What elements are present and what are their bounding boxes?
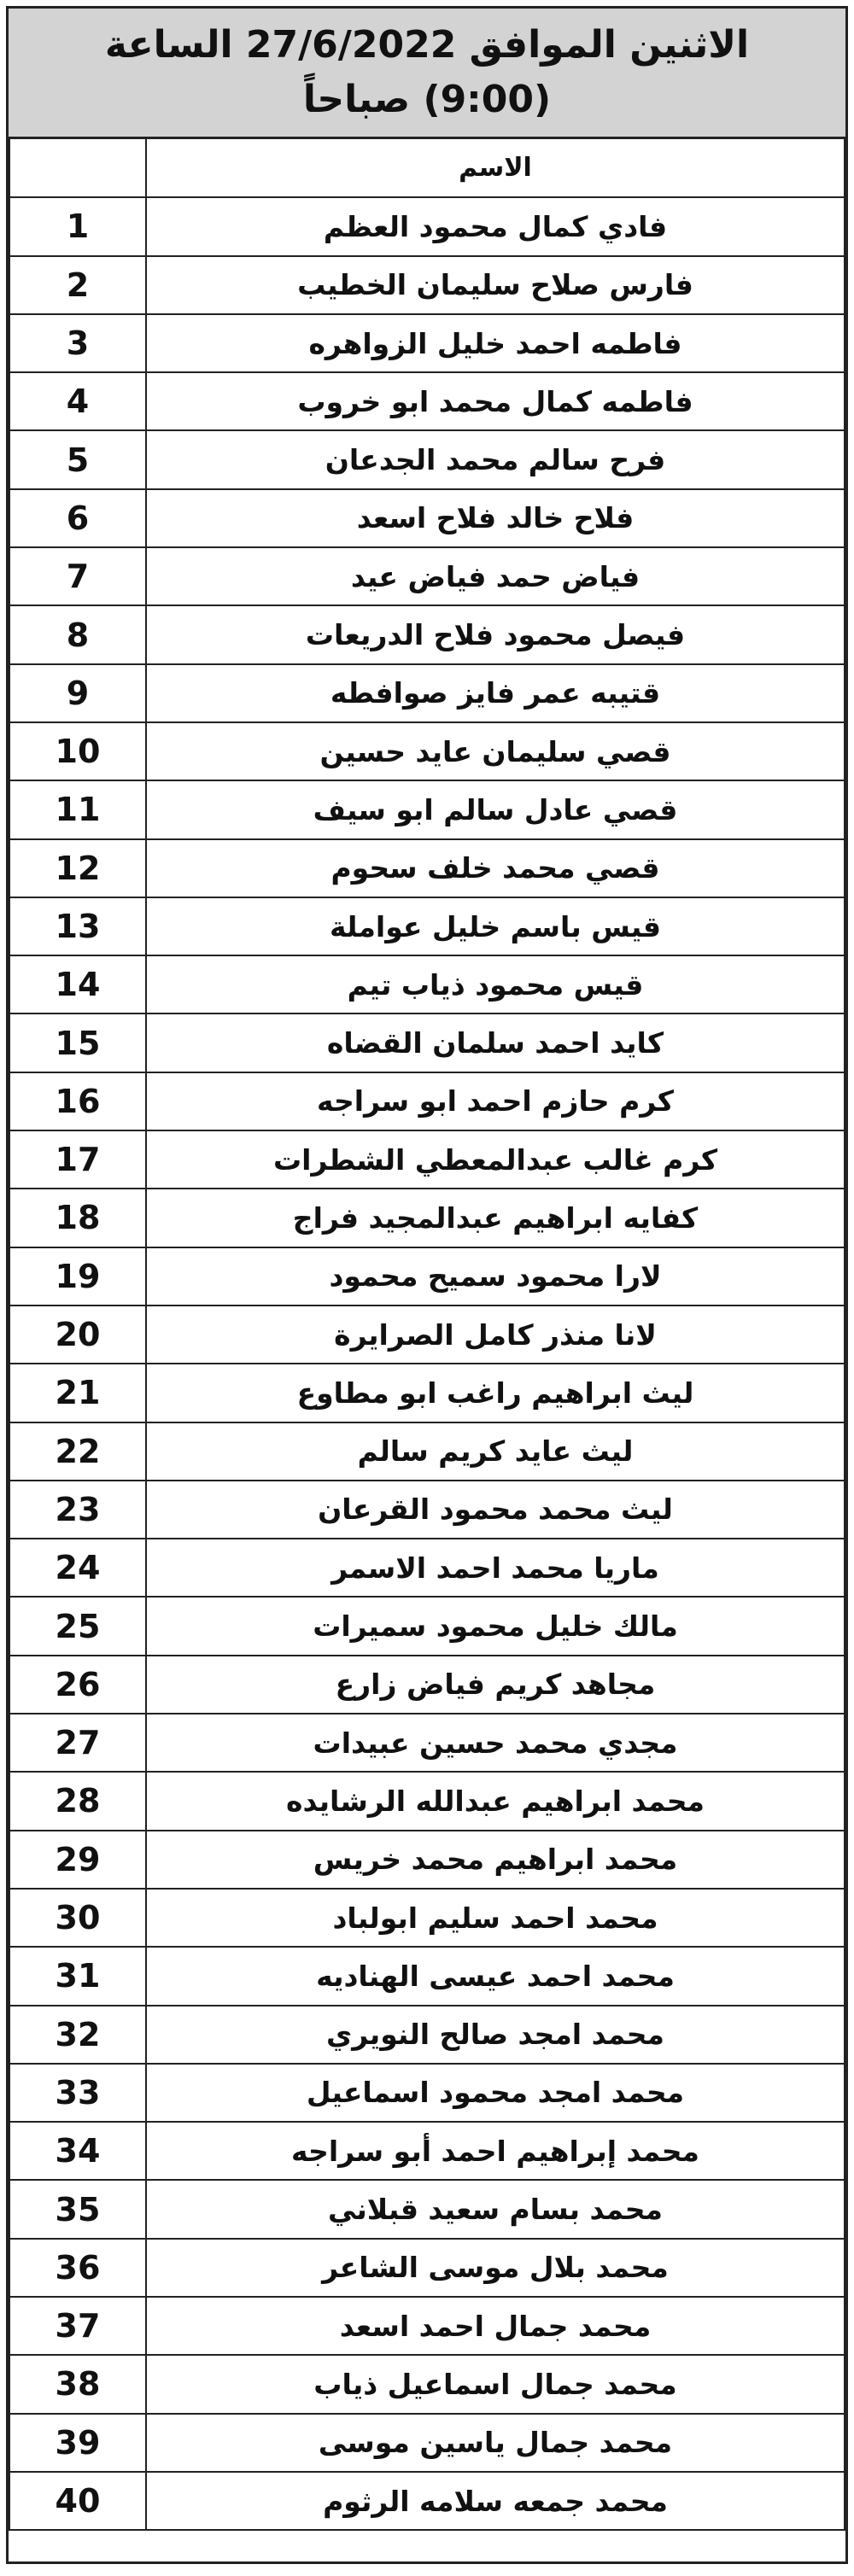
table-row xyxy=(9,2472,845,2530)
row-number-cell: 9 xyxy=(9,664,146,722)
student-name-cell: محمد إبراهيم احمد أبو سراجه xyxy=(146,2122,845,2180)
row-number-cell: 18 xyxy=(9,1189,146,1247)
row-number-cell: 17 xyxy=(9,1130,146,1189)
student-name-cell: فاطمه كمال محمد ابو خروب xyxy=(146,372,845,430)
student-name-cell: محمد ابراهيم محمد خريس xyxy=(146,1831,845,1889)
table-row xyxy=(9,1656,845,1714)
student-name-cell: كفايه ابراهيم عبدالمجيد فراج xyxy=(146,1189,845,1247)
student-name-cell: فرح سالم محمد الجدعان xyxy=(146,430,845,488)
row-number-cell: 34 xyxy=(9,2122,146,2180)
table-row xyxy=(9,2297,845,2355)
row-number-cell: 2 xyxy=(9,256,146,314)
row-number-cell: 25 xyxy=(9,1597,146,1655)
table-row xyxy=(9,2355,845,2413)
table-row xyxy=(9,1364,845,1422)
row-number-cell: 6 xyxy=(9,489,146,547)
student-name-cell: كرم غالب عبدالمعطي الشطرات xyxy=(146,1130,845,1189)
table-row xyxy=(9,1772,845,1830)
table-row xyxy=(9,547,845,605)
row-number-cell: 4 xyxy=(9,372,146,430)
student-name-cell: لانا منذر كامل الصرايرة xyxy=(146,1306,845,1364)
table-row xyxy=(9,2122,845,2180)
row-number-cell: 10 xyxy=(9,722,146,780)
row-number-cell: 35 xyxy=(9,2180,146,2238)
table-row xyxy=(9,1597,845,1655)
table-row xyxy=(9,605,845,663)
row-number-cell: 29 xyxy=(9,1831,146,1889)
row-number-cell: 20 xyxy=(9,1306,146,1364)
roster-sheet xyxy=(6,6,848,2564)
table-row xyxy=(9,1947,845,2005)
table-row xyxy=(9,664,845,722)
student-name-cell: قيس باسم خليل عواملة xyxy=(146,897,845,955)
names-table xyxy=(9,139,845,2531)
student-name-cell: مجاهد كريم فياض زارع xyxy=(146,1656,845,1714)
table-row xyxy=(9,897,845,955)
row-number-cell: 5 xyxy=(9,430,146,488)
row-number-cell: 16 xyxy=(9,1072,146,1130)
row-number-cell: 38 xyxy=(9,2355,146,2413)
header-date-line: الاثنين الموافق 27/6/2022 الساعة xyxy=(104,23,750,67)
table-body xyxy=(9,197,845,2530)
name-column-header: الاسم xyxy=(146,139,845,197)
student-name-cell: فلاح خالد فلاح اسعد xyxy=(146,489,845,547)
table-row xyxy=(9,1247,845,1306)
row-number-cell: 14 xyxy=(9,955,146,1013)
student-name-cell: قصي عادل سالم ابو سيف xyxy=(146,780,845,838)
row-number-cell: 1 xyxy=(9,197,146,255)
row-number-cell: 3 xyxy=(9,314,146,372)
table-row xyxy=(9,955,845,1013)
row-number-cell: 36 xyxy=(9,2239,146,2297)
header-time-line: (9:00) صباحاً xyxy=(302,78,552,121)
student-name-cell: محمد جمعه سلامه الرثوم xyxy=(146,2472,845,2530)
sheet-header xyxy=(9,9,845,139)
row-number-cell: 15 xyxy=(9,1013,146,1072)
student-name-cell: فارس صلاح سليمان الخطيب xyxy=(146,256,845,314)
student-name-cell: محمد احمد سليم ابولباد xyxy=(146,1889,845,1947)
row-number-cell: 27 xyxy=(9,1714,146,1772)
row-number-cell: 32 xyxy=(9,2006,146,2064)
row-number-cell: 37 xyxy=(9,2297,146,2355)
student-name-cell: فياض حمد فياض عيد xyxy=(146,547,845,605)
table-row xyxy=(9,489,845,547)
student-name-cell: محمد بسام سعيد قبلاني xyxy=(146,2180,845,2238)
table-row xyxy=(9,256,845,314)
student-name-cell: قصي سليمان عايد حسين xyxy=(146,722,845,780)
student-name-cell: محمد امجد صالح النويري xyxy=(146,2006,845,2064)
row-number-cell: 39 xyxy=(9,2414,146,2472)
row-number-cell: 7 xyxy=(9,547,146,605)
student-name-cell: قيس محمود ذياب تيم xyxy=(146,955,845,1013)
student-name-cell: محمد ابراهيم عبدالله الرشايده xyxy=(146,1772,845,1830)
row-number-cell: 22 xyxy=(9,1422,146,1481)
table-row xyxy=(9,780,845,838)
row-number-cell: 26 xyxy=(9,1656,146,1714)
student-name-cell: ماريا محمد احمد الاسمر xyxy=(146,1539,845,1597)
table-row xyxy=(9,2064,845,2122)
student-name-cell: مالك خليل محمود سميرات xyxy=(146,1597,845,1655)
table-row xyxy=(9,1539,845,1597)
table-row xyxy=(9,1130,845,1189)
row-number-cell: 28 xyxy=(9,1772,146,1830)
table-row xyxy=(9,839,845,897)
student-name-cell: محمد امجد محمود اسماعيل xyxy=(146,2064,845,2122)
student-name-cell: محمد بلال موسى الشاعر xyxy=(146,2239,845,2297)
table-header-row xyxy=(9,139,845,197)
student-name-cell: محمد جمال اسماعيل ذياب xyxy=(146,2355,845,2413)
student-name-cell: ليث محمد محمود القرعان xyxy=(146,1481,845,1539)
table-row xyxy=(9,722,845,780)
row-number-cell: 40 xyxy=(9,2472,146,2530)
table-row xyxy=(9,314,845,372)
table-row xyxy=(9,430,845,488)
table-row xyxy=(9,1306,845,1364)
row-number-cell: 12 xyxy=(9,839,146,897)
student-name-cell: فاطمه احمد خليل الزواهره xyxy=(146,314,845,372)
table-row xyxy=(9,2239,845,2297)
table-row xyxy=(9,1714,845,1772)
table-row xyxy=(9,372,845,430)
table-row xyxy=(9,197,845,255)
table-row xyxy=(9,2414,845,2472)
student-name-cell: مجدي محمد حسين عبيدات xyxy=(146,1714,845,1772)
student-name-cell: قتيبه عمر فايز صوافطه xyxy=(146,664,845,722)
student-name-cell: كايد احمد سلمان القضاه xyxy=(146,1013,845,1072)
table-row xyxy=(9,1889,845,1947)
student-name-cell: ليث عايد كريم سالم xyxy=(146,1422,845,1481)
table-row xyxy=(9,1831,845,1889)
student-name-cell: قصي محمد خلف سحوم xyxy=(146,839,845,897)
student-name-cell: محمد جمال ياسين موسى xyxy=(146,2414,845,2472)
student-name-cell: ليث ابراهيم راغب ابو مطاوع xyxy=(146,1364,845,1422)
table-row xyxy=(9,1189,845,1247)
row-number-cell: 19 xyxy=(9,1247,146,1306)
row-number-cell: 8 xyxy=(9,605,146,663)
student-name-cell: فيصل محمود فلاح الدريعات xyxy=(146,605,845,663)
student-name-cell: فادي كمال محمود العظم xyxy=(146,197,845,255)
student-name-cell: كرم حازم احمد ابو سراجه xyxy=(146,1072,845,1130)
row-number-cell: 21 xyxy=(9,1364,146,1422)
row-number-cell: 30 xyxy=(9,1889,146,1947)
table-row xyxy=(9,2180,845,2238)
row-number-cell: 13 xyxy=(9,897,146,955)
table-row xyxy=(9,2006,845,2064)
student-name-cell: محمد جمال احمد اسعد xyxy=(146,2297,845,2355)
student-name-cell: محمد احمد عيسى الهناديه xyxy=(146,1947,845,2005)
row-number-cell: 23 xyxy=(9,1481,146,1539)
student-name-cell: لارا محمود سميح محمود xyxy=(146,1247,845,1306)
number-column-header xyxy=(9,139,146,197)
table-row xyxy=(9,1072,845,1130)
table-row xyxy=(9,1013,845,1072)
row-number-cell: 31 xyxy=(9,1947,146,2005)
row-number-cell: 24 xyxy=(9,1539,146,1597)
row-number-cell: 11 xyxy=(9,780,146,838)
row-number-cell: 33 xyxy=(9,2064,146,2122)
table-row xyxy=(9,1481,845,1539)
table-row xyxy=(9,1422,845,1481)
